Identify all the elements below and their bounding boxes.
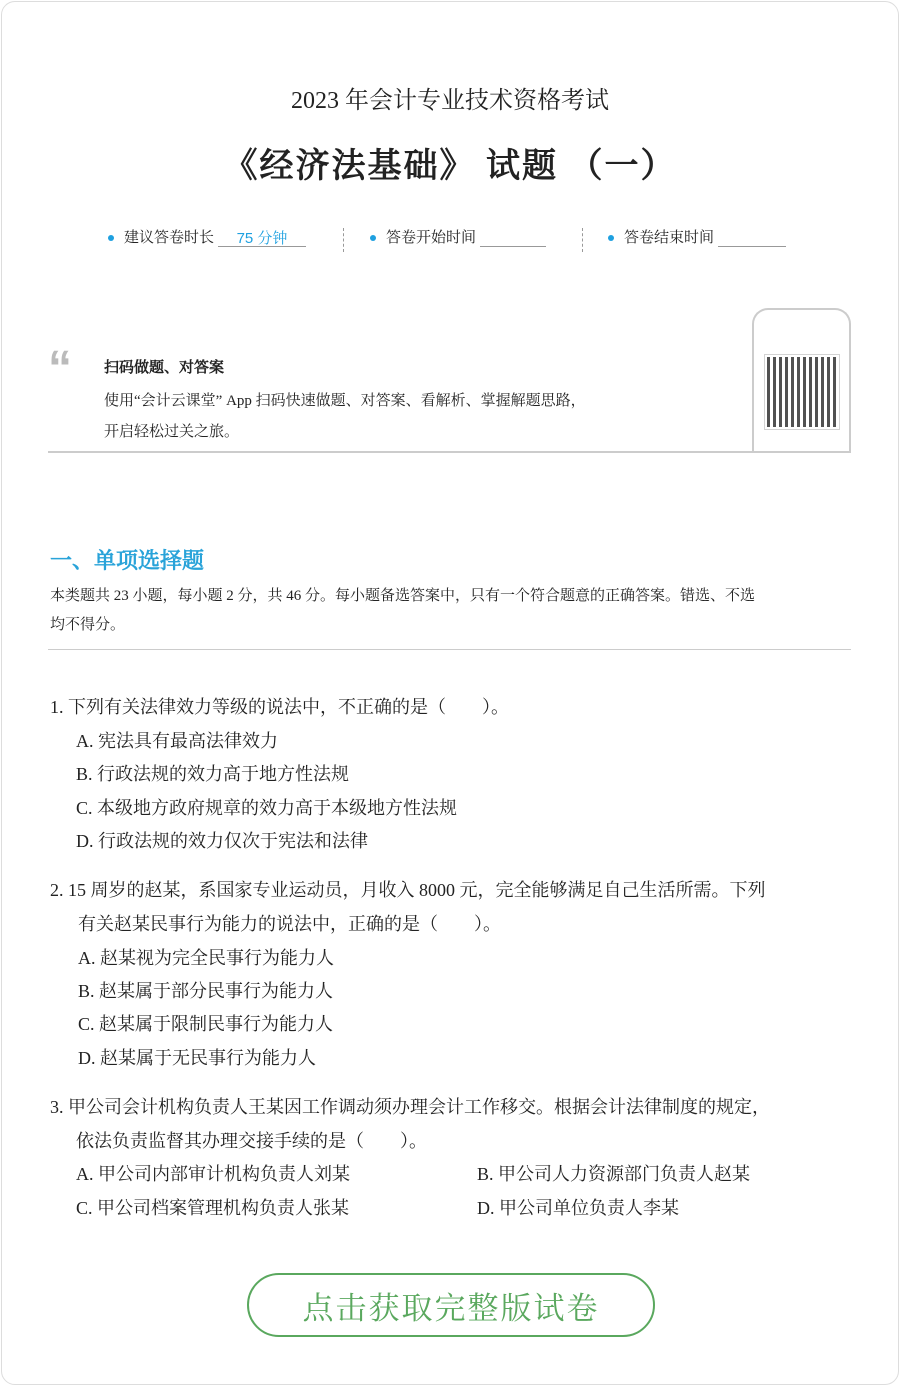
quote-icon: “ bbox=[48, 342, 72, 395]
option: A. 甲公司内部审计机构负责人刘某 bbox=[76, 1164, 350, 1184]
bullet-icon bbox=[608, 235, 614, 241]
option: D. 赵某属于无民事行为能力人 bbox=[78, 1048, 316, 1068]
end-time-blank bbox=[718, 227, 786, 247]
end-time-label: 答卷结束时间 bbox=[624, 229, 715, 246]
qr-code[interactable] bbox=[765, 355, 839, 429]
exam-title: 2023 年会计专业技术资格考试 bbox=[291, 88, 609, 114]
section-desc: 本类题共 23 小题，每小题 2 分，共 46 分。每小题备选答案中，只有一个符合题意的正确答案。错选、不选 bbox=[50, 588, 756, 604]
divider bbox=[48, 451, 851, 453]
duration-value: 75 分钟 bbox=[218, 227, 306, 247]
question-1-stem: 1. 下列有关法律效力等级的说法中，不正确的是（ ）。 bbox=[50, 697, 509, 717]
option: A. 赵某视为完全民事行为能力人 bbox=[78, 948, 334, 968]
question-3-stem: 依法负责监督其办理交接手续的是（ ）。 bbox=[76, 1131, 427, 1151]
scan-text: 开启轻松过关之旅。 bbox=[104, 424, 240, 440]
subject-title: 《经济法基础》 试题 （一） bbox=[223, 148, 677, 185]
start-time-label: 答卷开始时间 bbox=[386, 229, 477, 246]
divider bbox=[582, 228, 583, 252]
get-full-paper-button[interactable]: 点击获取完整版试卷 bbox=[247, 1273, 655, 1337]
start-time-blank bbox=[480, 227, 546, 247]
end-time-field bbox=[608, 226, 786, 247]
option: B. 赵某属于部分民事行为能力人 bbox=[78, 981, 334, 1001]
scan-text: 使用“会计云课堂” App 扫码快速做题、对答案、看解析、掌握解题思路， bbox=[104, 393, 586, 409]
option: D. 行政法规的效力仅次于宪法和法律 bbox=[76, 831, 368, 851]
question-2-stem: 有关赵某民事行为能力的说法中，正确的是（ ）。 bbox=[78, 914, 501, 934]
duration-field bbox=[108, 226, 306, 247]
option: C. 赵某属于限制民事行为能力人 bbox=[78, 1014, 334, 1034]
question-3-stem: 3. 甲公司会计机构负责人王某因工作调动须办理会计工作移交。根据会计法律制度的规定， bbox=[50, 1097, 770, 1117]
divider bbox=[48, 649, 851, 650]
option: C. 甲公司档案管理机构负责人张某 bbox=[76, 1198, 350, 1218]
divider bbox=[343, 228, 344, 252]
question-2-stem: 2. 15 周岁的赵某，系国家专业运动员，月收入 8000 元，完全能够满足自己生活所需。下列 bbox=[50, 880, 766, 900]
scan-heading: 扫码做题、对答案 bbox=[104, 359, 225, 376]
section-title: 一、单项选择题 bbox=[50, 548, 205, 573]
option: B. 甲公司人力资源部门负责人赵某 bbox=[477, 1164, 751, 1184]
start-time-field bbox=[370, 226, 546, 247]
duration-label: 建议答卷时长 bbox=[124, 229, 215, 246]
bullet-icon bbox=[370, 235, 376, 241]
option: B. 行政法规的效力高于地方性法规 bbox=[76, 764, 350, 784]
bullet-icon bbox=[108, 235, 114, 241]
option: C. 本级地方政府规章的效力高于本级地方性法规 bbox=[76, 798, 458, 818]
option: D. 甲公司单位负责人李某 bbox=[477, 1198, 679, 1218]
option: A. 宪法具有最高法律效力 bbox=[76, 731, 278, 751]
section-desc: 均不得分。 bbox=[50, 617, 126, 633]
